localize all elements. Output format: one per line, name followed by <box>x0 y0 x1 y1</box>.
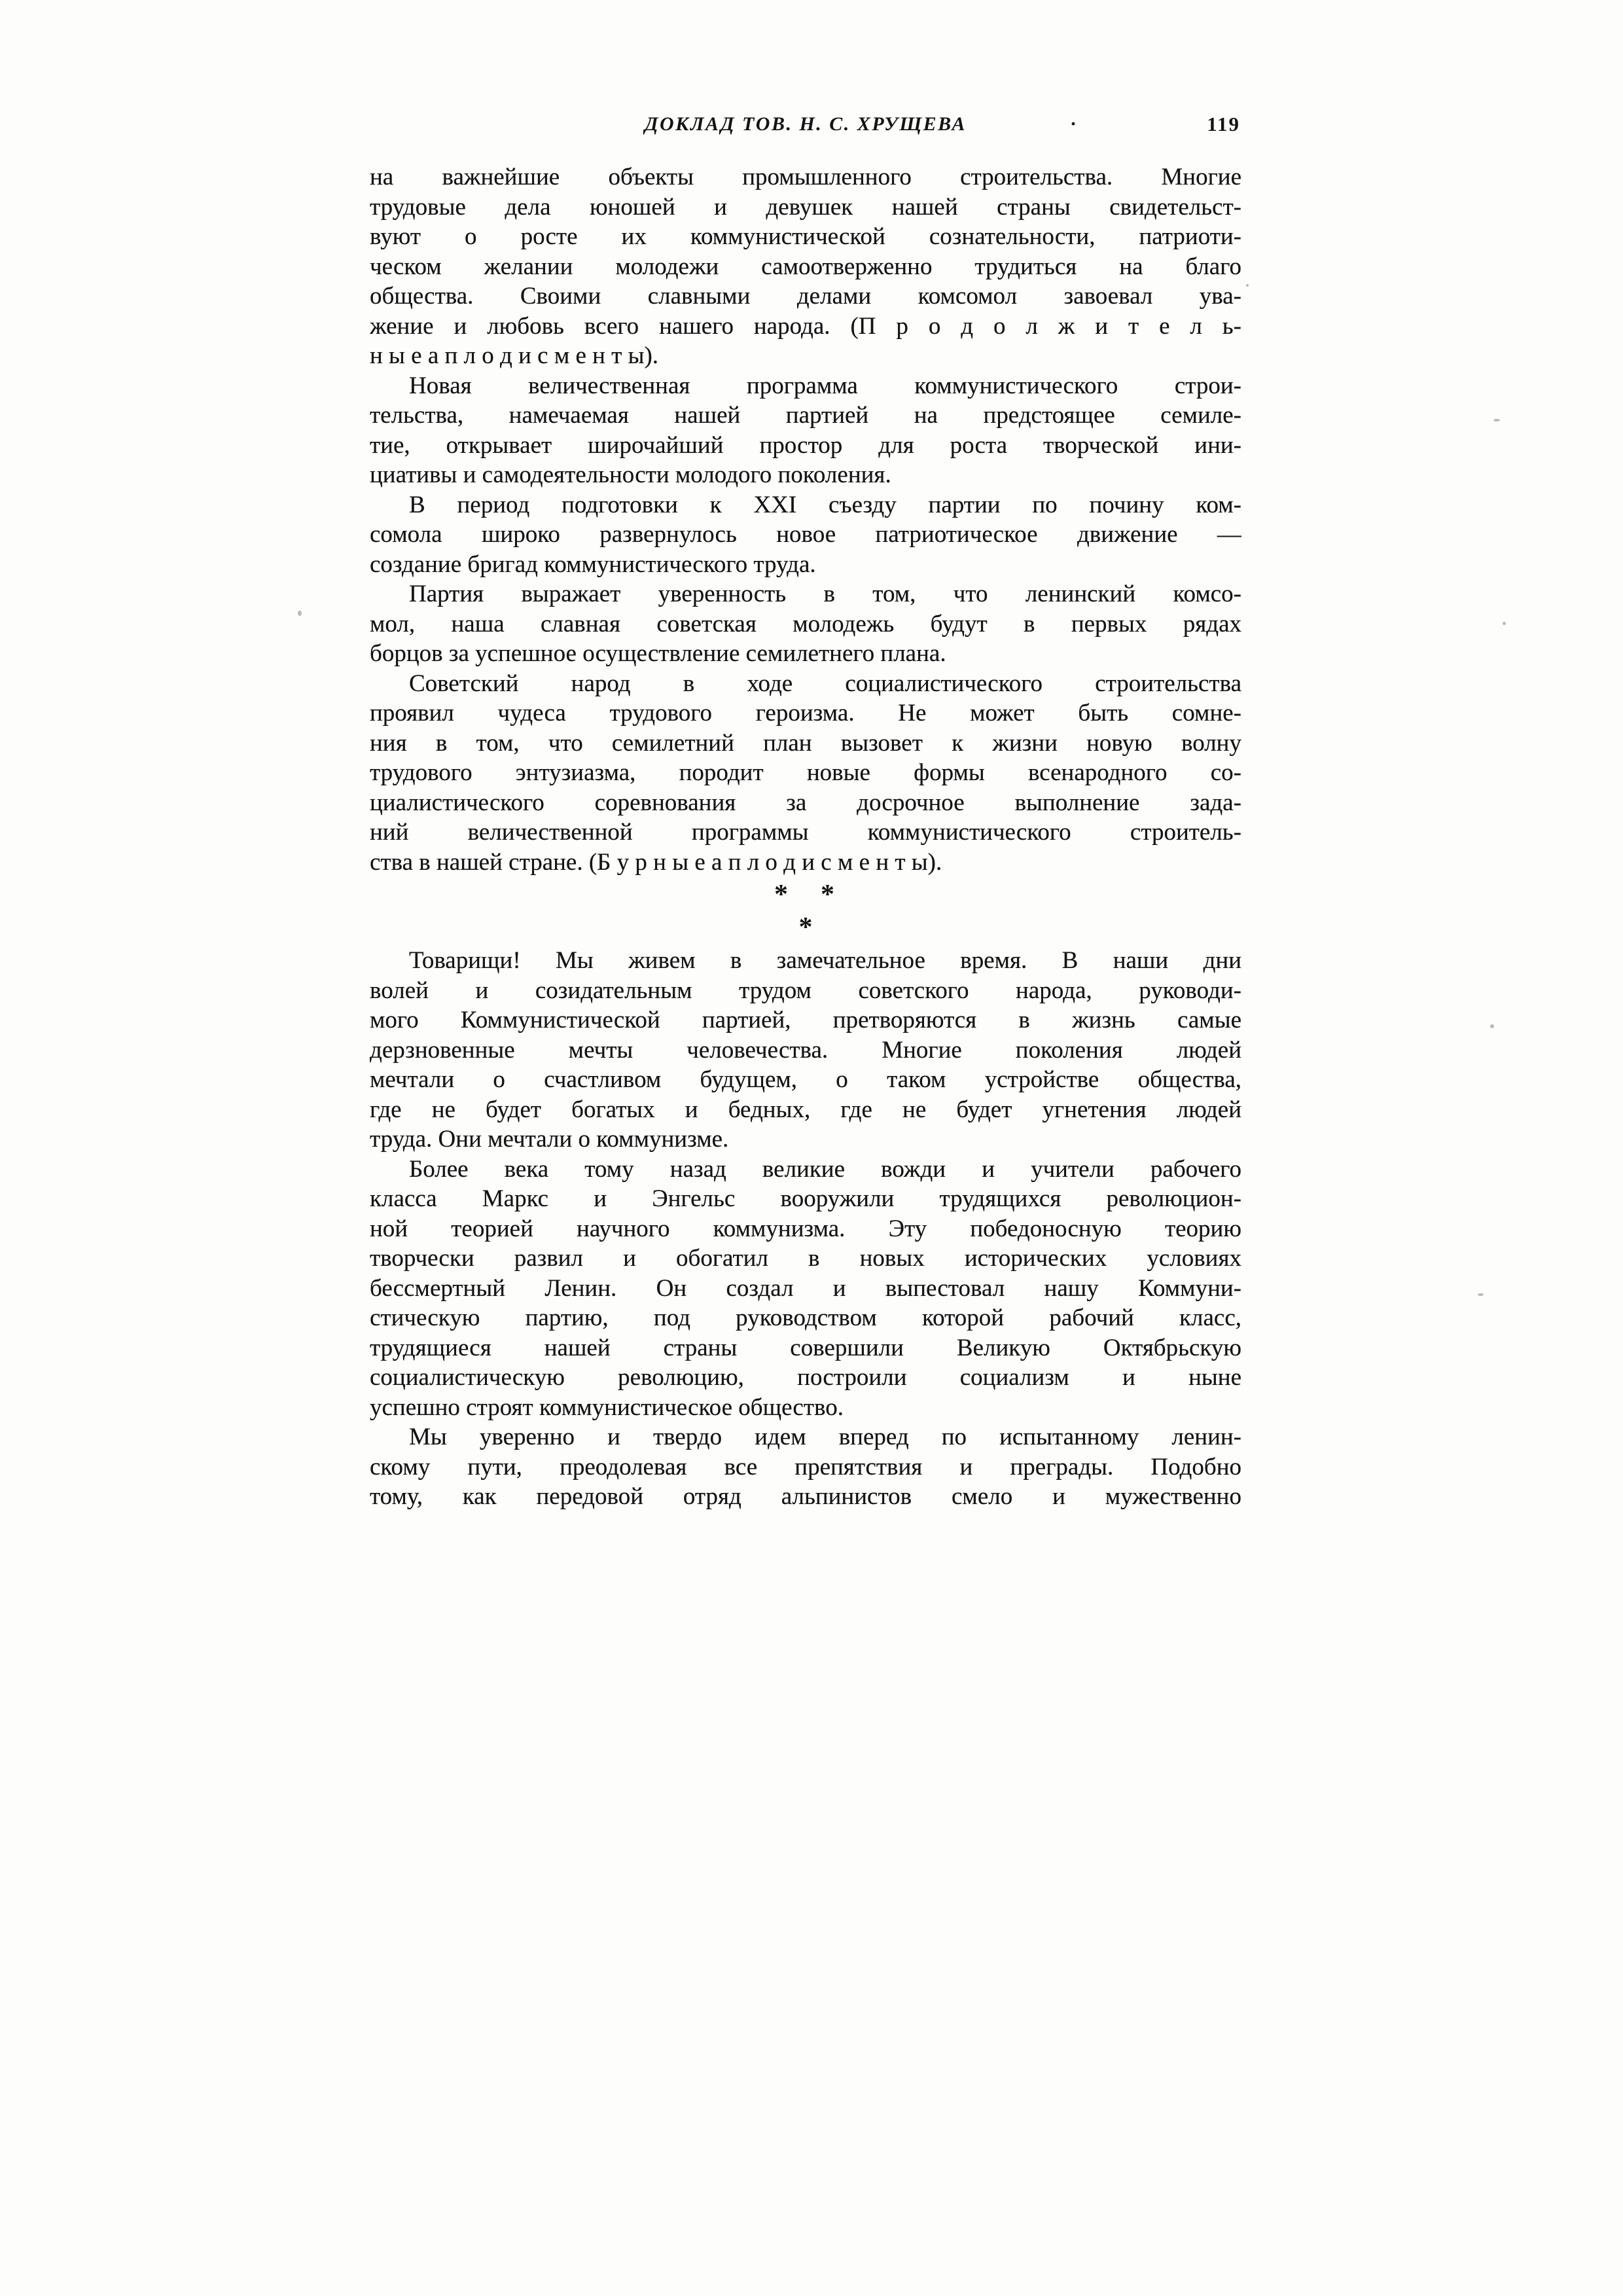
text-line: трудового энтузиазма, породит новые формы всенародного со- <box>370 759 1241 786</box>
text-line: тие, открывает широчайший простор для роста творческой ини- <box>370 431 1241 459</box>
text-line: ства в нашей стране. (Б у р н ы е а п л о д и с м е н т ы). <box>370 848 942 876</box>
header-separator-dot: · <box>1069 113 1077 135</box>
text-line: трудовые дела юношей и девушек нашей страны свидетельст- <box>370 193 1241 221</box>
text-line: труда. Они мечтали о коммунизме. <box>370 1126 729 1153</box>
paragraph <box>370 1155 1241 1423</box>
separator-asterisk-bottom: * <box>798 912 813 942</box>
scan-speck <box>1503 622 1506 625</box>
text-line: Новая величественная программа коммунистического строи- <box>409 372 1241 399</box>
text-line: творчески развил и обогатил в новых исторических условиях <box>370 1245 1241 1272</box>
text-line: Более века тому назад великие вожди и учители рабочего <box>409 1155 1241 1183</box>
paragraph <box>370 669 1241 878</box>
scan-speck <box>1490 1024 1494 1028</box>
text-line: общества. Своими славными делами комсомол завоевал ува- <box>370 283 1241 310</box>
text-line: ной теорией научного коммунизма. Эту победоносную теорию <box>370 1215 1241 1242</box>
text-line: дерзновенные мечты человечества. Многие поколения людей <box>370 1036 1241 1064</box>
text-line: волей и созидательным трудом советского народа, руководи- <box>370 977 1241 1004</box>
text-line: мечтали о счастливом будущем, о таком устройстве общества, <box>370 1066 1241 1093</box>
report-title: ДОКЛАД ТОВ. Н. С. ХРУЩЕВА <box>644 113 967 135</box>
paragraph <box>370 490 1241 580</box>
paragraph <box>370 946 1241 1155</box>
text-line: циалистического соревнования за досрочное выполнение зада- <box>370 789 1241 816</box>
text-line: Товарищи! Мы живем в замечательное время. В наши дни <box>409 947 1241 974</box>
text-line: вуют о росте их коммунистической сознательности, патриоти- <box>370 223 1241 250</box>
text-line: тому, как передовой отряд альпинистов смело и мужественно <box>370 1483 1241 1510</box>
text-line: трудящиеся нашей страны совершили Великую Октябрьскую <box>370 1334 1241 1361</box>
paragraph <box>370 162 1241 371</box>
text-line: циативы и самодеятельности молодого поколения. <box>370 461 891 488</box>
scan-speck <box>1493 419 1500 422</box>
text-line: проявил чудеса трудового героизма. Не может быть сомне- <box>370 700 1241 726</box>
page-number: 119 <box>1207 113 1240 135</box>
text-line: Советский народ в ходе социалистического строительства <box>409 670 1241 697</box>
text-line: мого Коммунистической партией, претворяются в жизнь самые <box>370 1007 1241 1033</box>
text-line: сомола широко развернулось новое патриотическое движение — <box>370 521 1241 548</box>
running-head <box>370 111 1241 140</box>
paragraph <box>370 371 1241 490</box>
scan-speck <box>1478 1293 1484 1296</box>
paragraph <box>370 1422 1241 1512</box>
separator-asterisks-top: * * <box>774 880 837 910</box>
text-line: на важнейшие объекты промышленного строительства. Многие <box>370 164 1241 190</box>
text-line: тельства, намечаемая нашей партией на предстоящее семиле- <box>370 402 1241 429</box>
section-separator <box>370 877 1241 946</box>
scan-speck <box>1246 284 1249 287</box>
text-line: жение и любовь всего нашего народа. (П р о д о л ж и т е л ь- <box>370 312 1241 340</box>
text-line: В период подготовки к XXI съезду партии по почину ком- <box>409 491 1241 518</box>
text-line: социалистическую революцию, построили социализм и ныне <box>370 1364 1241 1391</box>
paragraph <box>370 579 1241 669</box>
text-line: создание бригад коммунистического труда. <box>370 550 816 578</box>
text-line: ческом желании молодежи самоотверженно трудиться на благо <box>370 253 1241 280</box>
text-line: ния в том, что семилетний план вызовет к жизни новую волну <box>370 729 1241 757</box>
text-line: бессмертный Ленин. Он создал и выпестовал нашу Коммуни- <box>370 1274 1241 1302</box>
text-line: мол, наша славная советская молодежь будут в первых рядах <box>370 610 1241 637</box>
text-line: н ы е а п л о д и с м е н т ы). <box>370 342 659 369</box>
text-line: где не будет богатых и бедных, где не будет угнетения людей <box>370 1096 1241 1123</box>
text-line: Партия выражает уверенность в том, что ленинский комсо- <box>409 581 1241 607</box>
text-line: ний величественной программы коммунистического строитель- <box>370 819 1241 846</box>
text-line: класса Маркс и Энгельс вооружили трудящихся революцион- <box>370 1185 1241 1212</box>
text-line: борцов за успешное осуществление семилетнего плана. <box>370 640 946 667</box>
scan-speck <box>298 611 302 616</box>
text-line: Мы уверенно и твердо идем вперед по испытанному ленин- <box>409 1424 1241 1450</box>
text-line: скому пути, преодолевая все препятствия и преграды. Подобно <box>370 1453 1241 1480</box>
text-column <box>370 162 1241 1512</box>
text-line: успешно строят коммунистическое общество. <box>370 1393 844 1421</box>
text-line: стическую партию, под руководством которой рабочий класс, <box>370 1304 1241 1331</box>
